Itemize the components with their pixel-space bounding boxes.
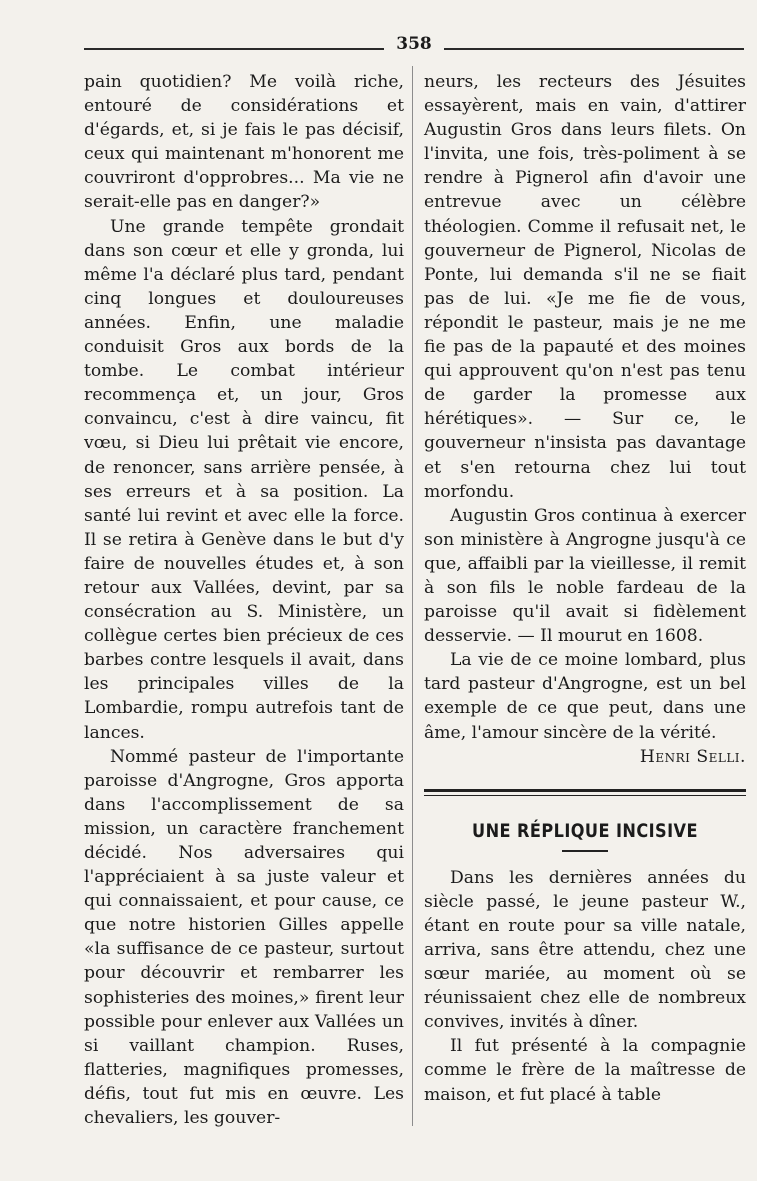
paragraph: pain quotidien? Me voilà riche, entouré de considérations et d'égards, et, si je fais le pas décisif, ceux qui maintenant m'honorent me couvriront d'opprobres... Ma vie ne serait-elle pas en danger?» [84, 72, 404, 213]
right-column [424, 70, 746, 1107]
paragraph: Nommé pasteur de l'importante paroisse d'Angrogne, Gros apporta dans l'accomplissement de sa mission, un caractère franchement décidé. Nos adversaires qui l'appréciaient à sa juste valeur et qui connaissaient, et pour cause, ce que notre historien Gilles appelle «la suffisance de ce pasteur, surtout pour découvrir et rembarrer les sophisteries des moines,» firent leur possible pour enlever aux Vallées un si vaillant champion. Ruses, flatteries, magnifiques promesses, défis, tout fut mis en œuvre. Les chevaliers, les gouver- [84, 746, 404, 1129]
title-underline [562, 850, 608, 852]
section-separator [424, 789, 746, 796]
column-divider [412, 66, 413, 1126]
paragraph: neurs, les recteurs des Jésuites essayèrent, mais en vain, d'attirer Augustin Gros dans leurs filets. On l'invita, une fois, très-poliment à se rendre à Pignerol afin d'avoir une entrevue avec un célèbre théologien. Comme il refusait net, le gouverneur de Pignerol, Nicolas de Ponte, lui demanda s'il ne se fiait pas de lui. «Je me fie de vous, répondit le pasteur, mais je ne me fie pas de la papauté et des moines qui approuvent qu'on n'est pas tenu de garder la promesse aux hérétiques». — Sur ce, le gouverneur n'insista pas davantage et s'en retourna chez lui tout morfondu. [424, 72, 746, 502]
paragraph: Dans les dernières années du siècle passé, le jeune pasteur W., étant en route pour sa ville natale, arriva, sans être attendu, chez une sœur mariée, au moment où se réunissaient chez elle de nombreux convives, invités à dîner. [424, 867, 746, 1033]
paragraph: Il fut présenté à la compagnie comme le frère de la maîtresse de maison, et fut placé à table [424, 1036, 746, 1105]
section-title: UNE RÉPLIQUE INCISIVE [472, 819, 698, 842]
closing-paragraph: La vie de ce moine lombard, plus tard pasteur d'Angrogne, est un bel exemple de ce que peut, dans une âme, l'amour sincère de la vérité. [424, 650, 746, 743]
paragraph: Une grande tempête grondait dans son cœur et elle y gronda, lui même l'a déclaré plus tard, pendant cinq longues et douloureuses années. Enfin, une maladie conduisit Gros aux bords de la tombe. Le combat intérieur recommença et, un jour, Gros convaincu, c'est à dire vaincu, fit vœu, si Dieu lui prêtait vie encore, de renoncer, sans arrière pensée, à ses erreurs et à sa position. La santé lui revint et avec elle la force. Il se retira à Genève dans le but d'y faire de nouvelles études et, à son retour aux Vallées, devint, par sa consécration au S. Ministère, un collègue certes bien précieux de ces barbes contre lesquels il avait, dans les principales villes de la Lombardie, rompu autrefois tant de lances. [84, 216, 404, 743]
left-column [84, 70, 404, 1130]
paragraph: Augustin Gros continua à exercer son ministère à Angrogne jusqu'à ce que, affaibli par la vieillesse, il remit à son fils le noble fardeau de la paroisse qu'il avait si fidèlement desservie. — Il mourut en 1608. [424, 505, 746, 647]
page-number: 358 [384, 34, 444, 54]
author-signature: Henri Selli. [639, 746, 746, 767]
signature-line [424, 745, 746, 769]
